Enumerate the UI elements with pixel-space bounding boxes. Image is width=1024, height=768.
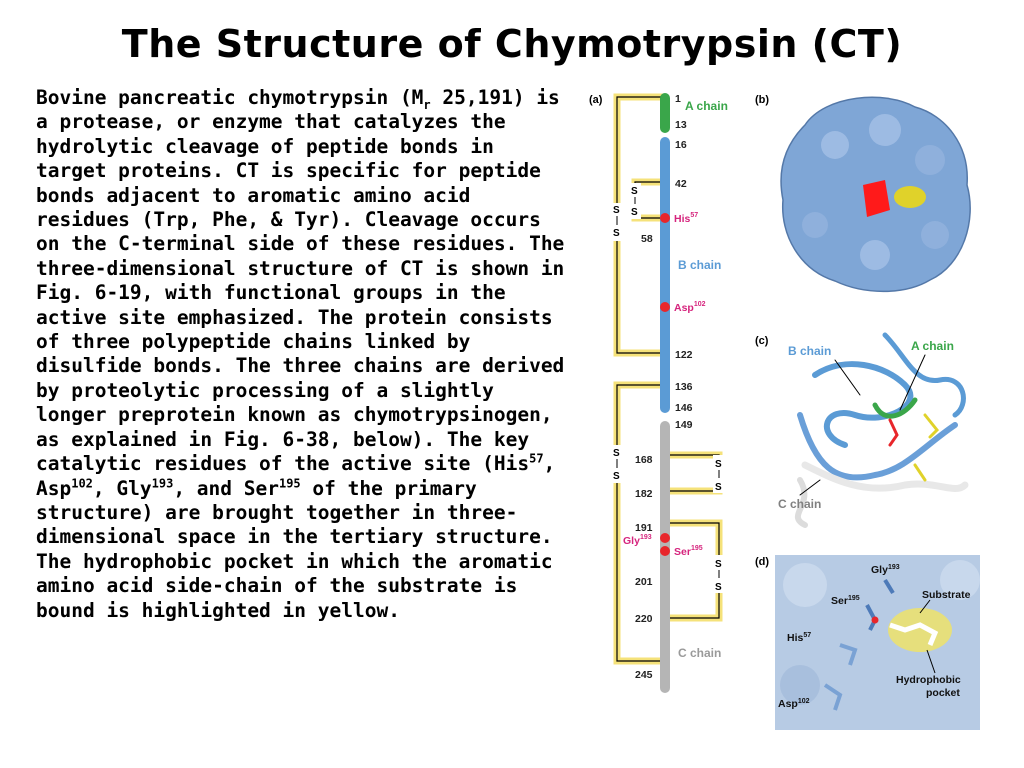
ser-name: Ser (674, 546, 691, 558)
res-136: 136 (675, 381, 693, 393)
b-chain-label: B chain (678, 258, 722, 272)
asp102-label (674, 301, 706, 314)
ss-4b: S (715, 482, 722, 493)
closeup-ser-oxygen (872, 617, 879, 624)
gly-num: 193 (639, 534, 652, 541)
body-text-6: of the primary structure) are brought together in three-dimensional space in the tertiary structure. The hydrophobic pocket in which the aromatic amino acid side-chain of the substrate is bound is highlighted in yellow. (36, 476, 553, 622)
ser-num: 195 (690, 545, 703, 552)
closeup-bump-1 (783, 563, 827, 607)
surface-model (781, 97, 970, 291)
body-text-4: , Gly (92, 476, 152, 500)
ss-highlight-168-182 (665, 455, 719, 491)
d-asp-num: 102 (797, 698, 810, 705)
d-substrate-label: Substrate (922, 589, 971, 601)
c-chain-label: C chain (678, 646, 722, 660)
d-asp-name: Asp (778, 698, 798, 710)
ribbon-disulfide-1 (925, 415, 937, 437)
gly193-label (623, 534, 652, 547)
c-chain-bar (660, 421, 670, 693)
d-ser-name: Ser (831, 595, 848, 607)
b-chain-bar (660, 137, 670, 413)
chymotrypsin-figure (585, 85, 990, 735)
ss-5a: S (715, 559, 722, 570)
body-sup-ser: 195 (278, 476, 301, 490)
ss-line-168-182 (665, 455, 719, 491)
ss-3a: S (613, 448, 620, 459)
his57-label (674, 212, 698, 225)
d-gly-num: 193 (887, 564, 900, 571)
asp102-dot (660, 302, 670, 312)
surface-bump-2 (869, 114, 901, 146)
d-pocket-label-1: Hydrophobic (896, 674, 961, 686)
gly193-dot (660, 533, 670, 543)
ss-line-191-220 (665, 523, 719, 618)
res-168: 168 (635, 454, 653, 466)
gly-name: Gly (623, 535, 640, 547)
hydrophobic-pocket-yellow (894, 186, 926, 208)
res-16: 16 (675, 139, 687, 151)
body-sup-gly: 193 (151, 476, 174, 490)
res-220: 220 (635, 613, 653, 625)
d-his-name: His (787, 632, 804, 644)
d-ser-num: 195 (847, 595, 860, 602)
surface-bump-3 (915, 145, 945, 175)
d-gly-name: Gly (871, 564, 888, 576)
res-245: 245 (635, 669, 653, 681)
panel-b-label: (b) (755, 94, 770, 106)
surface-bump-5 (860, 240, 890, 270)
his-name: His (674, 213, 691, 225)
res-182: 182 (635, 488, 653, 500)
figure-svg (585, 85, 990, 735)
ss-4a: S (715, 459, 722, 470)
slide-title: The Structure of Chymotrypsin (CT) (121, 22, 903, 66)
ss-highlight-1-122 (617, 97, 665, 353)
res-149: 149 (675, 419, 693, 431)
panel-c-label: (c) (755, 335, 769, 347)
c-c-chain-label: C chain (778, 497, 822, 511)
body-text-3: , Asp (36, 452, 556, 500)
panel-d-label: (d) (755, 556, 770, 568)
body-text-1: Bovine pancreatic chymotrypsin (M (36, 86, 424, 109)
ss-highlight-191-220 (665, 523, 719, 618)
ss-5b: S (715, 582, 722, 593)
res-191: 191 (635, 522, 653, 534)
ss-3b: S (613, 471, 620, 482)
body-text-5: , and Ser (173, 476, 279, 500)
ser195-label (674, 545, 703, 558)
ribbon-disulfide-2 (915, 465, 925, 480)
body-text-2: 25,191) is a protease, or enzyme that catalyzes the hydrolytic cleavage of peptide bonds in target proteins. CT is specific for peptide bonds adjacent to aromatic amino acid residues (Trp, Phe, & Tyr). Cleavage occurs on the C-terminal side of these residues. The three-dimensional structure of CT is shown in Fig. 6-19, with functional groups in the active site emphasized. The protein consists of three polypeptide chains linked by disulfide bonds. The three chains are derived by proteolytic processing of a slightly longer preprotein known as chymotrypsinogen, as explained in Fig. 6-38, below). The key catalytic residues of the active site (His (36, 86, 565, 476)
res-1: 1 (675, 93, 681, 105)
ser195-dot (660, 546, 670, 556)
c-a-chain-label: A chain (911, 339, 954, 353)
res-122: 122 (675, 349, 693, 361)
d-pocket-label-2: pocket (926, 687, 960, 699)
res-146: 146 (675, 402, 693, 414)
surface-bump-6 (921, 221, 949, 249)
c-b-chain-label: B chain (788, 344, 832, 358)
a-chain-label: A chain (685, 99, 728, 113)
his57-dot (660, 213, 670, 223)
his-num: 57 (690, 212, 699, 219)
body-paragraph (36, 86, 576, 623)
ss-1b: S (613, 228, 620, 239)
ss-2a: S (631, 186, 638, 197)
asp-num: 102 (693, 301, 706, 308)
asp-name: Asp (674, 302, 694, 314)
res-201: 201 (635, 576, 653, 588)
body-sub-r: r (423, 97, 431, 112)
ribbon-model (798, 335, 965, 525)
d-his-num: 57 (803, 632, 812, 639)
body-sup-asp: 102 (71, 476, 93, 490)
surface-bump-1 (821, 131, 849, 159)
ss-2b: S (631, 207, 638, 218)
panel-a-label: (a) (589, 94, 603, 106)
res-13: 13 (675, 119, 687, 131)
a-chain-bar (660, 93, 670, 133)
body-sup-his: 57 (529, 451, 544, 466)
surface-bump-4 (802, 212, 828, 238)
res-58: 58 (641, 233, 653, 245)
ss-line-1-122 (617, 97, 665, 353)
ss-1a: S (613, 205, 620, 216)
res-42: 42 (675, 178, 687, 190)
ribbon-catalytic (890, 420, 897, 445)
